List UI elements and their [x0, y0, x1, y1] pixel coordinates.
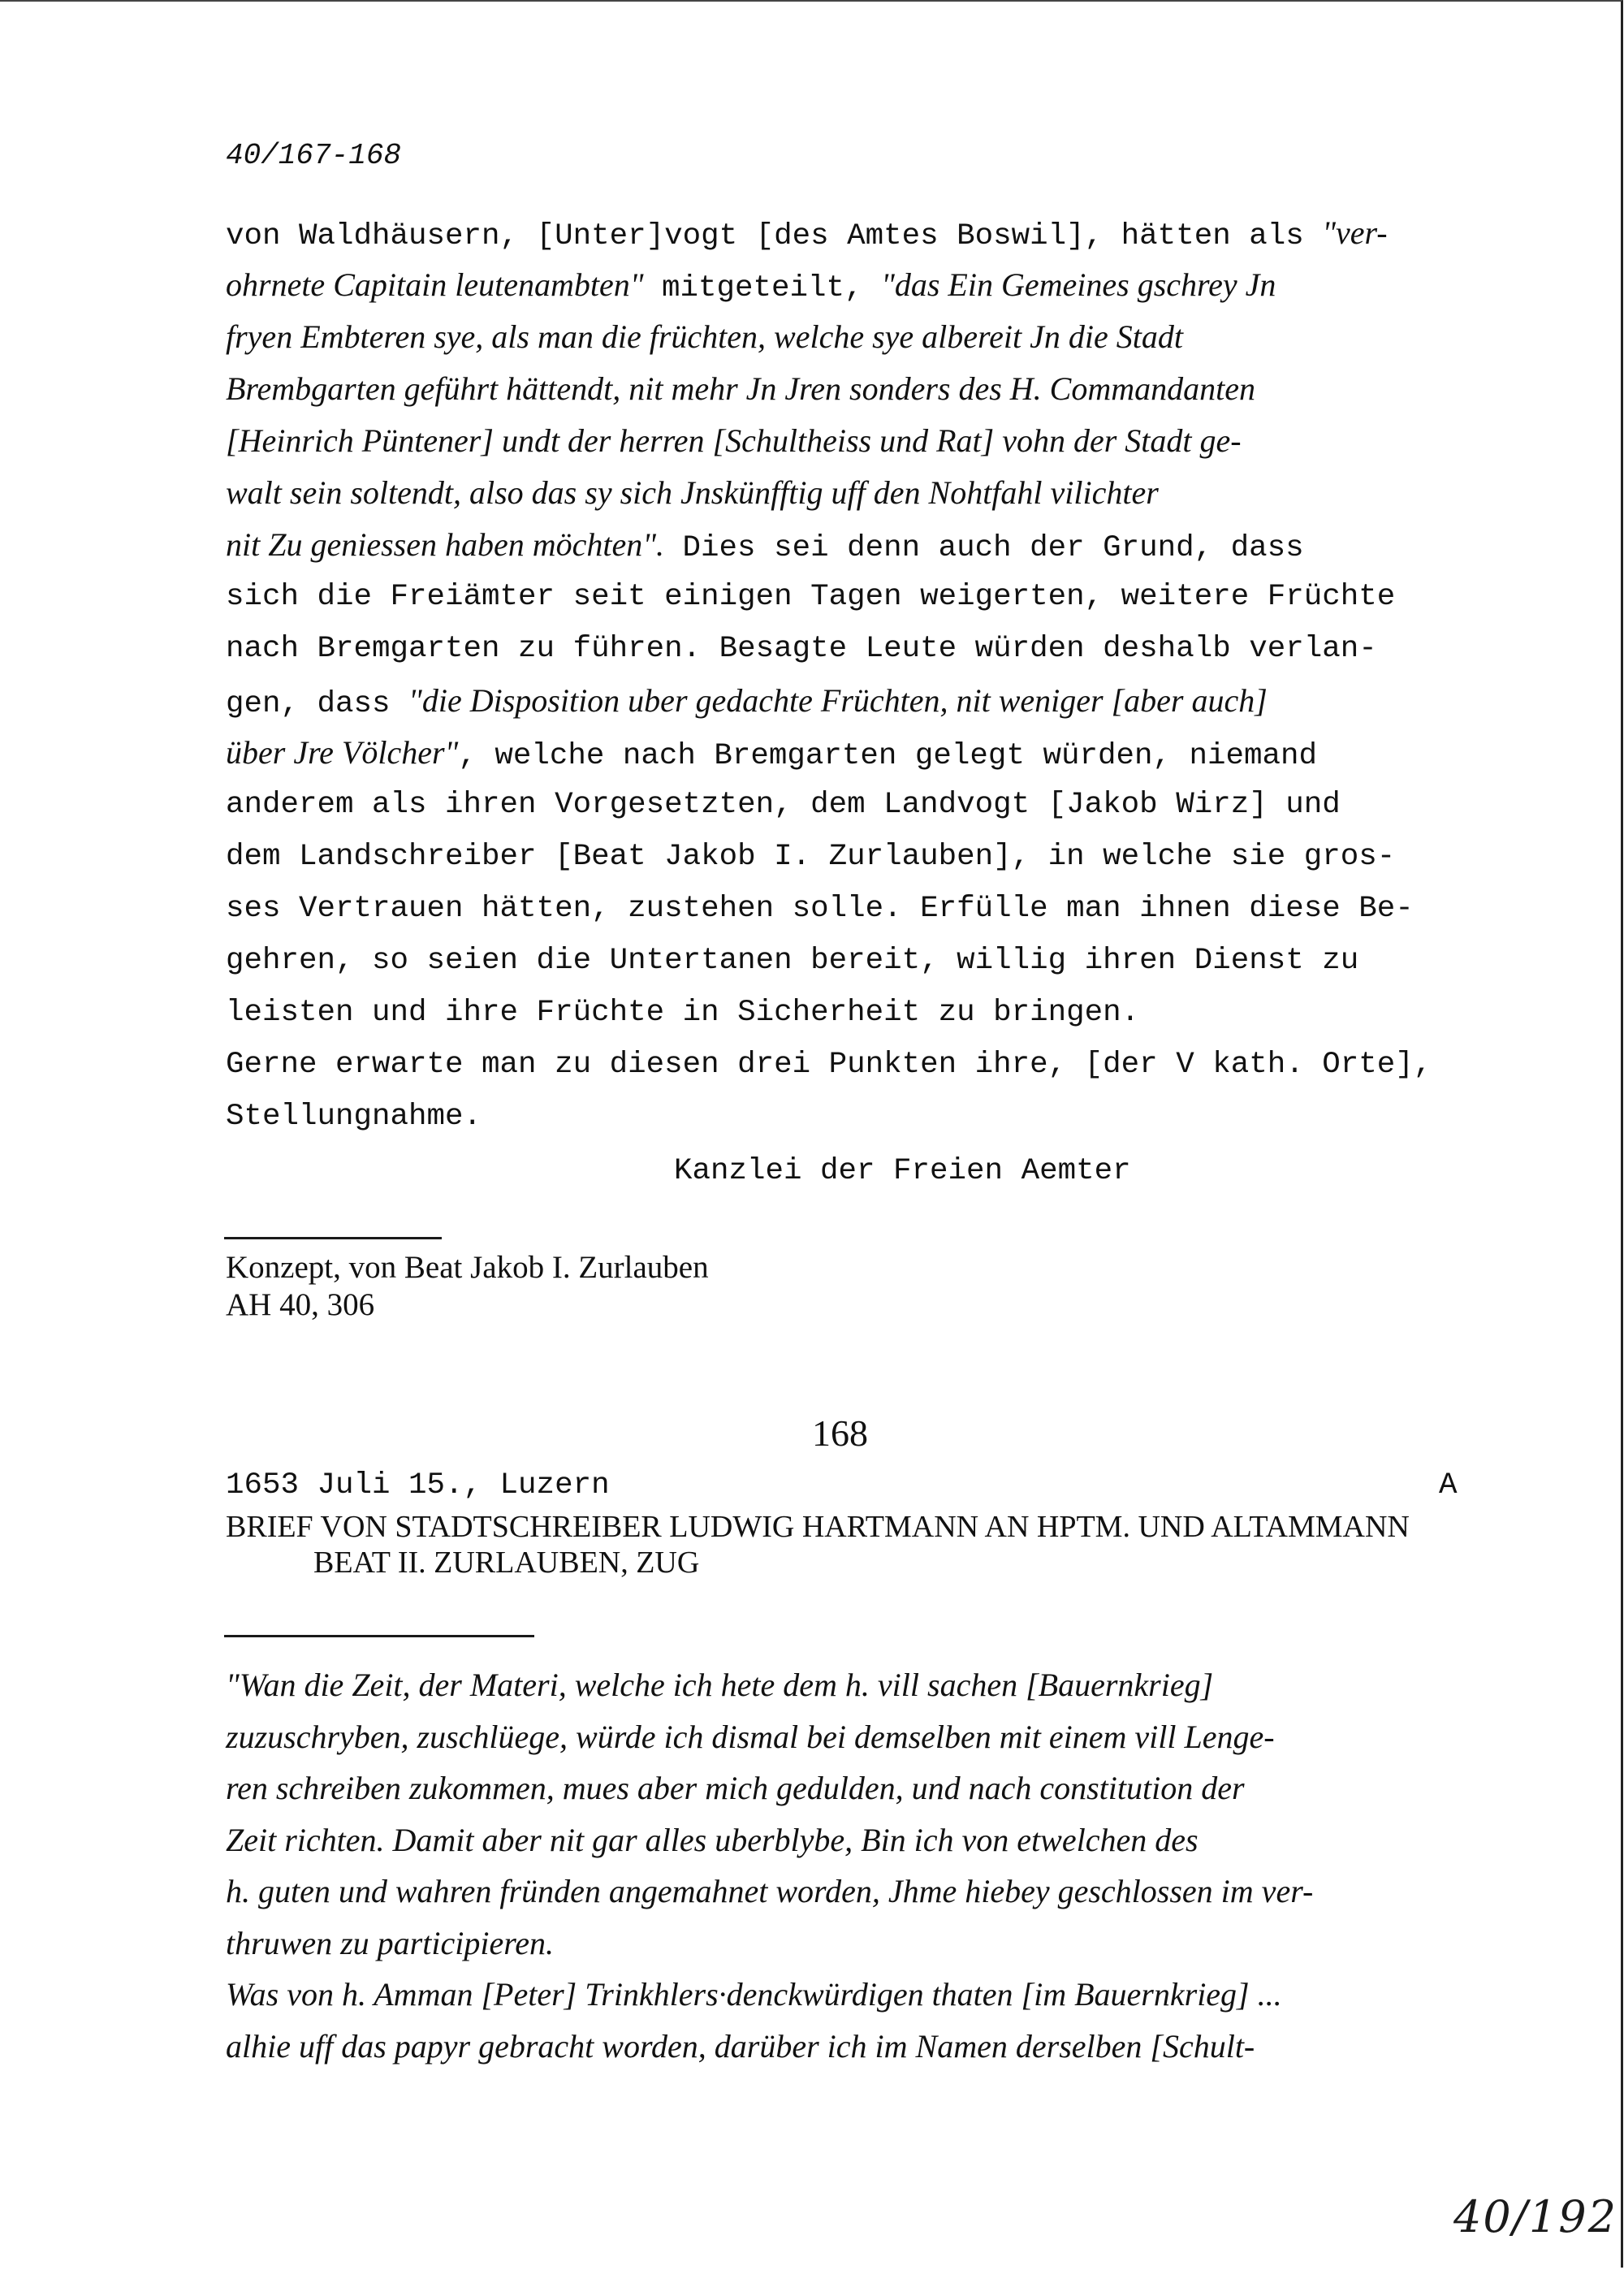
entry-168-line-2 [226, 1711, 1275, 1766]
summary-text: leisten und ihre Früchte in Sicherheit zu bringen. [226, 996, 1140, 1030]
summary-text: sich die Freiämter seit einigen Tagen weigerten, weitere Früchte [226, 580, 1396, 614]
quoted-source-text: walt sein soltendt, also das sy sich Jnskünfftig uff den Nohtfahl vilichter [226, 474, 1159, 511]
entry-167-line-14 [226, 883, 1414, 935]
entry-167-line-8 [226, 571, 1395, 623]
entry-167-line-1 [226, 207, 1388, 262]
summary-text: dem Landschreiber [Beat Jakob I. Zurlauben], in welche sie gros- [226, 840, 1396, 874]
quoted-source-text: alhie uff das papyr gebracht worden, darüber ich im Namen derselben [Schult- [226, 2027, 1255, 2065]
quoted-source-text: Brembgarten geführt hättendt, nit mehr Jn Jren sonders des H. Commandanten [226, 370, 1255, 407]
entry-167-line-13 [226, 831, 1395, 883]
entry-number: 168 [812, 1412, 868, 1454]
entry-168-line-4 [226, 1814, 1199, 1870]
footnote-separator [224, 1237, 442, 1239]
entry-167-line-9 [226, 623, 1377, 675]
header-separator [224, 1635, 534, 1637]
entry-168-line-5 [226, 1866, 1313, 1921]
quoted-source-text: ren schreiben zukommen, mues aber mich gedulden, und nach constitution der [226, 1770, 1245, 1806]
quoted-source-text: h. guten und wahren fründen angemahnet worden, Jhme hiebey geschlossen im ver- [226, 1873, 1314, 1909]
quoted-source-text: nit Zu geniessen haben möchten". [226, 526, 665, 563]
entry-168-line-3 [226, 1762, 1245, 1818]
quoted-source-text: thruwen zu participieren. [226, 1924, 555, 1961]
quoted-source-text: zuzuschryben, zuschlüege, würde ich dismal bei demselben mit einem vill Lenge- [226, 1718, 1275, 1755]
quoted-source-text: fryen Embteren sye, als man die früchten, welche sye albereit Jn die Stadt [226, 318, 1183, 355]
summary-text: gen, dass [226, 687, 409, 721]
summary-text: mitgeteilt, [643, 271, 882, 305]
entry-167-line-6 [226, 467, 1159, 522]
entry-167-line-2 [226, 259, 1276, 314]
entry-168-line-8 [226, 2021, 1255, 2076]
source-note-concept: Konzept, von Beat Jakob I. Zurlauben [226, 1250, 709, 1285]
handwritten-page-mark: 40/192 [1453, 2191, 1618, 2242]
entry-date-place: 1653 Juli 15., Luzern [226, 1468, 610, 1503]
entry-168-line-1 [226, 1659, 1213, 1714]
entry-167-line-10 [226, 675, 1268, 730]
summary-text: Dies sei denn auch der Grund, dass [664, 531, 1304, 565]
entry-type-marker: A [1439, 1468, 1458, 1503]
signature: Kanzlei der Freien Aemter [674, 1154, 1131, 1188]
entry-167-line-17 [226, 1039, 1432, 1091]
summary-text: Gerne erwarte man zu diesen drei Punkten ihre, [der V kath. Orte], [226, 1048, 1432, 1082]
summary-text: ses Vertrauen hätten, zustehen solle. Erfülle man ihnen diese Be- [226, 892, 1414, 926]
quoted-source-text: ohrnete Capitain leutenambten" [226, 266, 644, 303]
entry-167-line-5 [226, 415, 1242, 470]
quoted-source-text: Was von h. Amman [Peter] Trinkhlers·denckwürdigen thaten [im Bauernkrieg] ... [226, 1976, 1282, 2013]
entry-167-line-4 [226, 363, 1255, 418]
summary-text: nach Bremgarten zu führen. Besagte Leute würden deshalb verlan- [226, 632, 1377, 666]
quoted-source-text: [Heinrich Püntener] undt der herren [Schultheiss und Rat] vohn der Stadt ge- [226, 422, 1242, 459]
entry-title-line-1: BRIEF VON STADTSCHREIBER LUDWIG HARTMANN AN HPTM. UND ALTAMMANN [226, 1510, 1410, 1544]
quoted-source-text: "die Disposition uber gedachte Früchten, nit weniger [aber auch] [408, 682, 1268, 719]
entry-167-line-16 [226, 987, 1139, 1039]
summary-text: von Waldhäusern, [Unter]vogt [des Amtes Boswil], hätten als [226, 219, 1323, 253]
quoted-source-text: "ver- [1322, 214, 1388, 251]
entry-168-line-6 [226, 1918, 554, 1973]
entry-167-line-7 [226, 519, 1304, 574]
entry-168-line-7 [226, 1969, 1282, 2024]
entry-title-line-2: BEAT II. ZURLAUBEN, ZUG [313, 1546, 700, 1580]
summary-text: gehren, so seien die Untertanen bereit, willig ihren Dienst zu [226, 944, 1359, 978]
source-note-archive: AH 40, 306 [226, 1287, 375, 1322]
quoted-source-text: Zeit richten. Damit aber nit gar alles uberblybe, Bin ich von etwelchen des [226, 1821, 1199, 1858]
entry-167-line-15 [226, 935, 1358, 987]
entry-167-line-11 [226, 727, 1317, 782]
quoted-source-text: über Jre Völcher" [226, 734, 459, 771]
summary-text: anderem als ihren Vorgesetzten, dem Landvogt [Jakob Wirz] und [226, 788, 1341, 822]
page-reference: 40/167-168 [226, 139, 402, 172]
entry-167-line-12 [226, 779, 1341, 831]
quoted-source-text: "Wan die Zeit, der Materi, welche ich hete dem h. vill sachen [Bauernkrieg] [226, 1667, 1214, 1703]
quoted-source-text: "das Ein Gemeines gschrey Jn [881, 266, 1276, 303]
summary-text: Stellungnahme. [226, 1100, 482, 1134]
summary-text: , welche nach Bremgarten gelegt würden, niemand [458, 739, 1318, 773]
entry-167-line-18 [226, 1091, 482, 1143]
entry-167-line-3 [226, 311, 1183, 366]
